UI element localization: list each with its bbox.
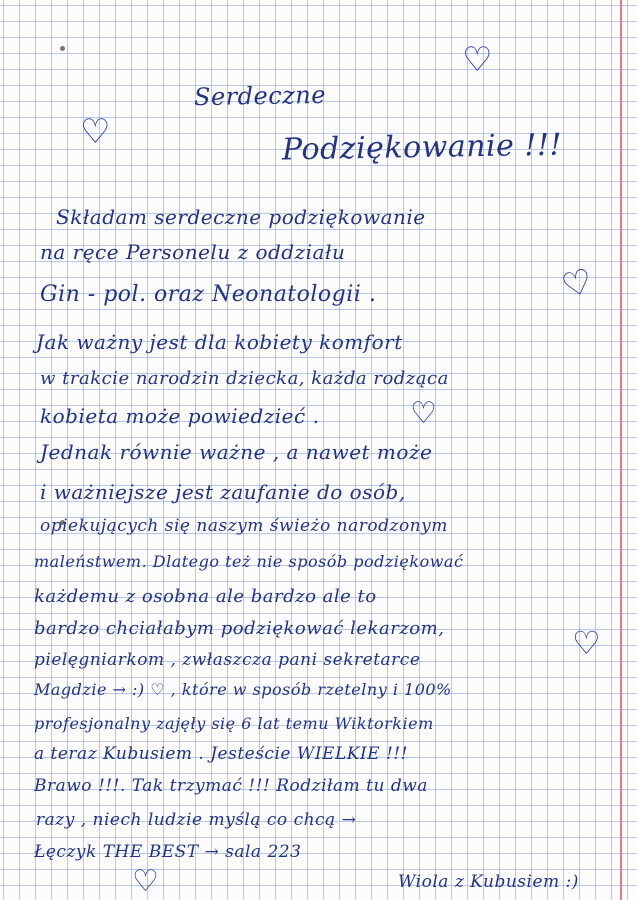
heart-icon: ♡ xyxy=(572,624,601,662)
letter-line: maleństwem. Dlatego też nie sposób podziękować xyxy=(34,552,464,571)
letter-line: razy , niech ludzie myślą co chcą → xyxy=(36,810,357,830)
letter-line: opiekujących się naszym świeżo narodzonym xyxy=(40,516,448,536)
letter-line: Magdzie → :) ♡ , które w sposób rzetelny i 100% xyxy=(34,680,452,699)
letter-line: bardzo chciałabym podziękować lekarzom, xyxy=(34,618,445,639)
letter-line: kobieta może powiedzieć . xyxy=(40,404,320,428)
letter-line: w trakcie narodzin dziecka, każda rodząca xyxy=(40,368,449,389)
letter-line: Jednak równie ważne , a nawet może xyxy=(40,440,433,464)
letter-line: pielęgniarkom , zwłaszcza pani sekretarce xyxy=(34,650,421,670)
letter-line: na ręce Personelu z oddziału xyxy=(40,240,346,264)
letter-title-line2: Podziękowanie !!! xyxy=(281,127,563,168)
heart-icon: ♡ xyxy=(80,112,111,152)
letter-line: Gin - pol. oraz Neonatologii . xyxy=(40,282,377,307)
heart-icon: ♡ xyxy=(557,260,598,308)
heart-icon: ♡ xyxy=(132,864,159,899)
signature: Wiola z Kubusiem :) xyxy=(398,872,579,892)
margin-line xyxy=(620,0,622,900)
punch-hole xyxy=(60,46,65,51)
letter-line: a teraz Kubusiem . Jesteście WIELKIE !!! xyxy=(34,744,408,764)
letter-line: Składam serdeczne podziękowanie xyxy=(56,205,426,229)
heart-icon: ♡ xyxy=(410,396,437,431)
letter-title-line1: Serdeczne xyxy=(193,80,327,112)
letter-line: Łęczyk THE BEST → sala 223 xyxy=(34,842,302,862)
letter-line: Brawo !!!. Tak trzymać !!! Rodziłam tu dwa xyxy=(34,776,428,796)
letter-line: i ważniejsze jest zaufanie do osób, xyxy=(40,480,406,504)
letter-line: każdemu z osobna ale bardzo ale to xyxy=(34,586,377,607)
letter-line: Jak ważny jest dla kobiety komfort xyxy=(36,330,403,354)
heart-icon: ♡ xyxy=(462,40,493,80)
letter-line: profesjonalny zajęły się 6 lat temu Wiktorkiem xyxy=(34,714,434,733)
